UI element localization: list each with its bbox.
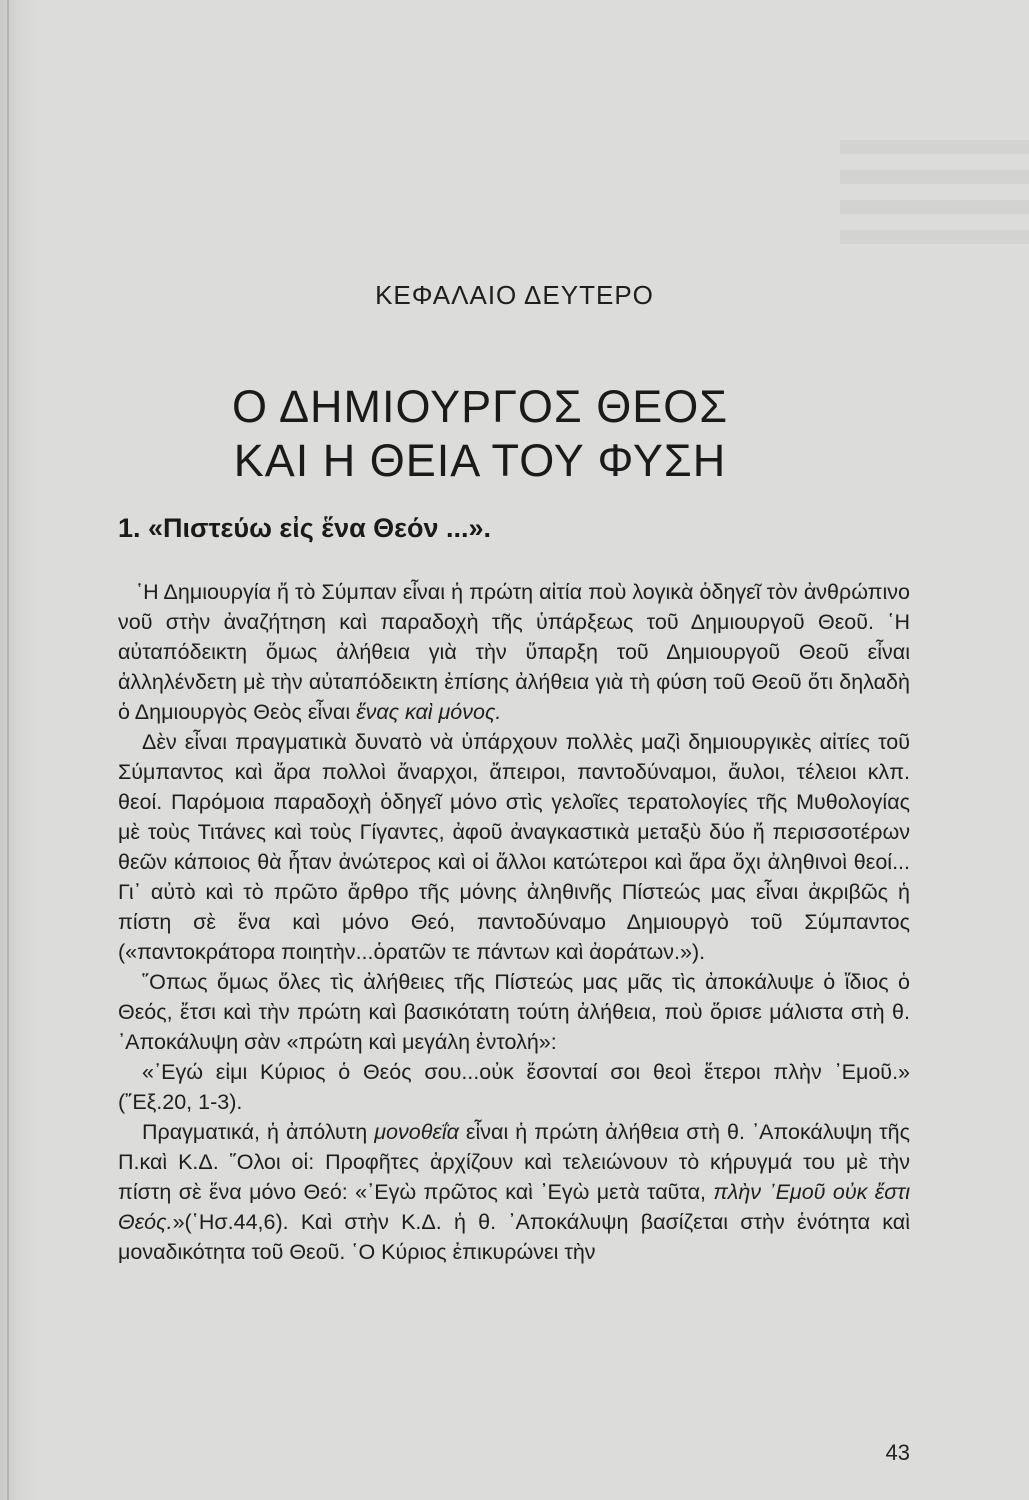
- paragraph-5: [118, 1117, 910, 1267]
- paragraph-1-text: ῾Η Δημιουργία ἤ τὸ Σύμπαν εἶναι ἡ πρώτη αἰτία ποὺ λογικὰ ὁδηγεῖ τὸν ἀνθρώπινο νοῦ στὴν ἀναζήτηση καὶ παραδοχὴ τῆς ὑπάρξεως τοῦ Δημιουργοῦ Θεοῦ. ῾Η αὐταπόδεικτη ὅμως ἀλήθεια γιὰ τὴν ὕπαρξη τοῦ Δημιουργοῦ Θεοῦ εἶναι ἀλληλένδετη μὲ τὴν αὐταπόδεικτη ἐπίσης ἀλήθεια γιὰ τὴ φύση τοῦ Θεοῦ ὅτι δηλαδὴ ὁ Δημιουργὸς Θεὸς εἶναι: [118, 580, 910, 724]
- chapter-label: ΚΕΦΑΛΑΙΟ ΔΕΥΤΕΡΟ: [375, 280, 654, 310]
- chapter-title-line-2: ΚΑΙ Η ΘΕΙΑ ΤΟΥ ΦΥΣΗ: [233, 435, 727, 486]
- body-text: [118, 577, 910, 1267]
- paragraph-4-quote: «᾿Εγώ εἰμι Κύριος ὁ Θεός σου...οὐκ ἔσονταί σοι θεοὶ ἕτεροι πλὴν ᾿Εμοῦ.» (῎Εξ.20, 1-3).: [118, 1060, 910, 1114]
- paragraph-5-text-b: εἶναι ἡ πρώτη ἀλήθεια στὴ θ. ᾿Αποκάλυψη τῆς Π.καὶ Κ.Δ. ῞Ολοι οἱ: Προφῆτες ἀρχίζουν καὶ τελειώνουν τὸ κήρυγμά του μὲ τὴν πίστη σὲ ἕνα μόνο Θεό: «᾿Εγὼ πρῶτος καὶ ᾿Εγὼ μετὰ ταῦτα,: [118, 1120, 910, 1204]
- show-through-text: [840, 140, 1029, 260]
- paragraph-5-text-a: Πραγματικά, ἡ ἀπόλυτη: [142, 1120, 368, 1144]
- paragraph-2: Δὲν εἶναι πραγματικὰ δυνατὸ νὰ ὑπάρχουν πολλὲς μαζὶ δημιουργικὲς αἰτίες τοῦ Σύμπαντος καὶ ἄρα πολλοὶ ἄναρχοι, ἄπειροι, παντοδύναμοι, ἄυλοι, τέλειοι κλπ. θεοί. Παρόμοια παραδοχὴ ὁδηγεῖ μόνο στὶς γελοῖες τερατολογίες τῆς Μυθολογίας μὲ τοὺς Τιτάνες καὶ τοὺς Γίγαντες, ἀφοῦ ἀναγκαστικὰ μεταξὺ δύο ἤ περισσοτέρων θεῶν κάποιος θὰ ἦταν ἀνώτερος καὶ οἱ ἄλλοι κατώτεροι καὶ ἄρα ὄχι ἀληθινοὶ θεοί... Γι᾿ αὐτὸ καὶ τὸ πρῶτο ἄρθρο τῆς μόνης ἀληθινῆς Πίστεώς μας εἶναι ἀκριβῶς ἡ πίστη σὲ ἕνα καὶ μόνο Θεό, παντοδύναμο Δημιουργὸ τοῦ Σύμπαντος («παντοκράτορα ποιητὴν...ὁρατῶν τε πάντων καὶ ἀοράτων.»).: [118, 730, 910, 964]
- paragraph-1-italic: ἕνας καὶ μόνος.: [356, 700, 502, 724]
- chapter-title: [0, 380, 960, 488]
- paragraph-3: ῞Οπως ὅμως ὅλες τὶς ἀλήθειες τῆς Πίστεώς μας μᾶς τὶς ἀποκάλυψε ὁ ἴδιος ὁ Θεός, ἔτσι καὶ τὴν πρώτη καὶ βασικότατη τούτη ἀλήθεια, ποὺ ὅρισε μάλιστα στὴ θ. ᾿Αποκάλυψη σὰν «πρώτη καὶ μεγάλη ἐντολή»:: [118, 970, 910, 1054]
- page-number: 43: [885, 1440, 910, 1465]
- paragraph-5-italic-b: πλὴν ᾿Εμοῦ οὐκ ἔστι Θεός.: [118, 1180, 910, 1234]
- chapter-title-line-1: Ο ΔΗΜΙΟΥΡΓΟΣ ΘΕΟΣ: [231, 381, 729, 432]
- section-heading: 1. «Πιστεύω εἰς ἕνα Θεόν ...».: [118, 513, 492, 543]
- page-spine-shadow: [7, 0, 9, 1500]
- paragraph-1: [118, 577, 910, 727]
- paragraph-5-italic-a: μονοθεΐα: [374, 1120, 459, 1144]
- paragraph-5-text-c: »(῾Ησ.44,6). Καὶ στὴν Κ.Δ. ἡ θ. ᾿Αποκάλυψη βασίζεται στὴν ἑνότητα καὶ μοναδικότητα τοῦ Θεοῦ. ῾Ο Κύριος ἐπικυρώνει τὴν: [118, 1210, 910, 1264]
